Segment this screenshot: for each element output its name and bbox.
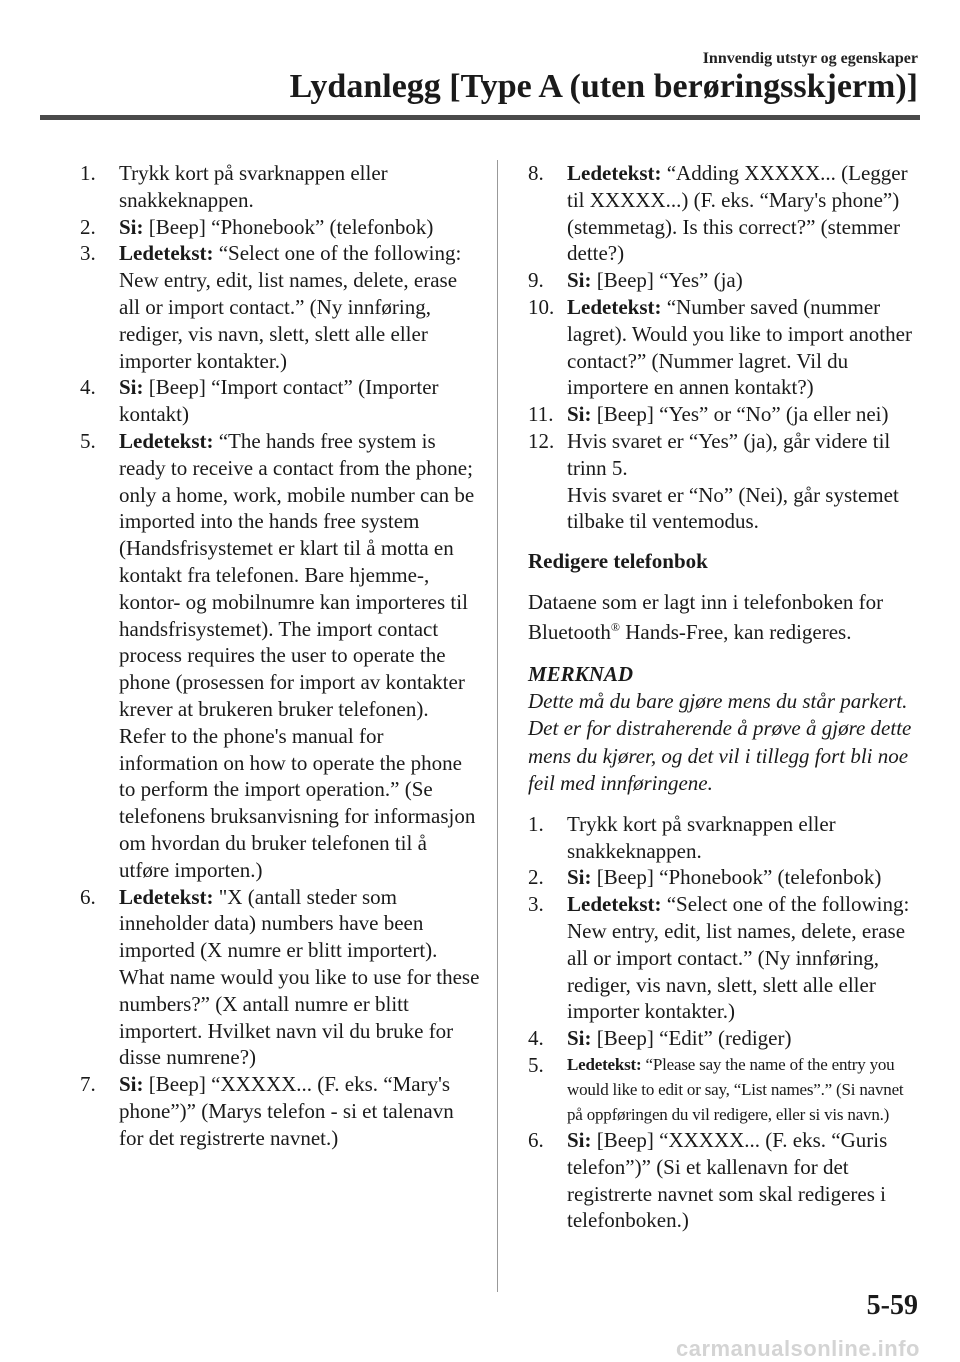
list-item — [80, 374, 480, 428]
column-divider — [497, 160, 498, 1292]
step-number: 2. — [528, 865, 544, 890]
step-body: “Please say the name of the entry you would like to edit or say, “List names”.” (Si navnet på oppføringen du vil redigere, eller si vis navn.) — [567, 1054, 904, 1124]
list-item — [80, 428, 480, 884]
intro-paragraph: Dataene som er lagt inn i telefonboken for Bluetooth® Hands-Free, kan redigeres. — [528, 589, 884, 644]
step-keyword: Si: — [119, 375, 144, 400]
note-label: MERKNAD — [528, 661, 634, 686]
step-body: [Beep] “XXXXX... (F. eks. “Guris telefon”)” (Si et kallenavn for det registrerte navnet som skal redigeres i telefonboken.) — [567, 1127, 888, 1233]
step-number: 6. — [528, 1127, 544, 1152]
step-number: 8. — [528, 161, 544, 185]
registered-mark: ® — [610, 619, 620, 634]
step-text — [567, 160, 920, 267]
step-body-continued: Hvis svaret er “No” (Nei), går systemet tilbake til ventemodus. — [567, 482, 899, 534]
step-keyword: Si: — [567, 268, 592, 293]
step-text — [567, 891, 920, 1025]
list-item — [528, 864, 920, 891]
list-item — [528, 160, 920, 267]
step-keyword: Ledetekst: — [567, 1054, 642, 1074]
step-number: 9. — [528, 268, 544, 293]
step-keyword: Ledetekst: — [567, 892, 662, 917]
step-number: 4. — [528, 1026, 544, 1051]
step-keyword: Si: — [567, 402, 592, 427]
list-item — [528, 401, 920, 428]
watermark: carmanualsonline.info — [676, 1336, 920, 1361]
step-keyword: Ledetekst: — [119, 428, 214, 453]
step-number: 2. — [80, 214, 96, 239]
step-text — [567, 1025, 920, 1052]
step-text — [567, 401, 920, 428]
steps-list-import-continued — [528, 160, 920, 535]
step-number: 4. — [80, 375, 96, 400]
step-text — [567, 1052, 920, 1127]
list-item — [528, 294, 920, 401]
step-number: 12. — [528, 428, 555, 453]
step-keyword: Si: — [119, 1072, 144, 1097]
step-text — [567, 811, 920, 865]
steps-list-edit — [528, 811, 920, 1234]
step-number: 1. — [528, 811, 544, 836]
list-item — [528, 891, 920, 1025]
step-body: “Number saved (nummer lagret). Would you like to import another contact?” (Nummer lagret. Vil du importere en annen kontakt?) — [567, 294, 912, 400]
step-text — [567, 864, 920, 891]
step-body: [Beep] “XXXXX... (F. eks. “Mary's phone”)” (Marys telefon - si et talenavn for det registrerte navnet.) — [119, 1072, 454, 1150]
step-body: "X (antall steder som inneholder data) numbers have been imported (X numre er blitt importert). What name would you like to use for these numbers?” (X antall numre er blitt importert. Hvilket navn vil du bruke for disse numrene?) — [119, 884, 480, 1070]
step-body: Trykk kort på svarknappen eller snakkeknappen. — [119, 161, 388, 212]
step-text — [119, 160, 480, 214]
subheading-edit-phonebook: Redigere telefonbok — [528, 549, 708, 574]
step-body: [Beep] “Phonebook” (telefonbok) — [596, 865, 882, 890]
chapter-title: Lydanlegg [Type A (uten berøringsskjerm)] — [289, 68, 918, 105]
step-text — [567, 1127, 920, 1234]
step-keyword: Ledetekst: — [119, 884, 214, 909]
right-column — [528, 160, 920, 1234]
list-item — [528, 1025, 920, 1052]
step-keyword: Ledetekst: — [567, 161, 662, 185]
step-body: Trykk kort på svarknappen eller snakkeknappen. — [567, 811, 836, 863]
list-item — [528, 428, 920, 535]
step-body: “The hands free system is ready to receive a contact from the phone; only a home, work, mobile number can be imported into the hands free system (Handsfrisystemet er klart til å motta en kontakt fra telefonen. Bare hjemme-, kontor- og mobilnumre kan importeres til handsfrisystemet). The import contact process requires the user to operate the phone (prosessen for import av kontakter krever at brukeren bruker telefonen). Refer to the phone's manual for information on how to operate the phone to perform the import operation.” (Se telefonens bruksanvisning for informasjon om hvordan du bruker telefonen til å utføre importen.) — [119, 428, 476, 882]
step-keyword: Ledetekst: — [567, 294, 662, 319]
step-text — [119, 1071, 480, 1151]
step-body: [Beep] “Edit” (rediger) — [596, 1026, 792, 1051]
step-number: 5. — [80, 428, 96, 453]
step-number: 6. — [80, 884, 96, 909]
step-keyword: Si: — [119, 214, 144, 239]
list-item — [80, 160, 480, 214]
step-keyword: Si: — [567, 1026, 592, 1051]
step-body: [Beep] “Phonebook” (telefonbok) — [148, 214, 434, 239]
section-label: Innvendig utstyr og egenskaper — [702, 50, 918, 67]
list-item — [528, 811, 920, 865]
step-number: 7. — [80, 1072, 96, 1097]
page-number: 5-59 — [866, 1290, 918, 1321]
list-item — [528, 1127, 920, 1234]
step-number: 5. — [528, 1052, 544, 1077]
step-text — [567, 267, 920, 294]
step-text — [119, 214, 480, 241]
step-text — [567, 294, 920, 401]
step-number: 10. — [528, 294, 555, 319]
list-item — [528, 267, 920, 294]
list-item — [528, 1052, 920, 1127]
step-body: [Beep] “Yes” or “No” (ja eller nei) — [596, 402, 889, 427]
list-item — [80, 214, 480, 241]
step-keyword: Ledetekst: — [119, 241, 214, 266]
step-body: “Adding XXXXX... (Legger til XXXXX...) (F. eks. “Mary's phone”) (stemmetag). Is this correct?” (stemmer dette?) — [567, 161, 908, 266]
left-column — [80, 160, 480, 1151]
step-keyword: Si: — [567, 865, 592, 890]
step-text — [119, 428, 480, 884]
note-text: Dette må du bare gjøre mens du står parkert. Det er for distraherende å prøve å gjøre dette mens du kjører, og det vil i tillegg fort bli noe feil med innføringene. — [528, 688, 912, 796]
step-text — [119, 240, 480, 374]
header-rule — [40, 115, 920, 120]
step-text — [119, 374, 480, 428]
step-body: “Select one of the following: New entry, edit, list names, delete, erase all or import contact.” (Ny innføring, rediger, vis navn, slett, slett alle eller importer kontakter.) — [567, 892, 910, 1024]
step-text — [119, 884, 480, 1072]
step-keyword: Si: — [567, 1127, 592, 1152]
list-item — [80, 240, 480, 374]
step-number: 3. — [80, 241, 96, 266]
list-item — [80, 1071, 480, 1151]
step-text — [567, 428, 920, 535]
step-number: 11. — [528, 402, 554, 427]
step-body: “Select one of the following: New entry, edit, list names, delete, erase all or import contact.” (Ny innføring, rediger, vis navn, slett, slett alle eller importer kontakter.) — [119, 241, 462, 373]
step-body: [Beep] “Import contact” (Importer kontakt) — [119, 375, 439, 427]
step-number: 3. — [528, 892, 544, 917]
step-number: 1. — [80, 161, 96, 185]
step-body: Hvis svaret er “Yes” (ja), går videre til trinn 5. — [567, 428, 891, 480]
step-body: [Beep] “Yes” (ja) — [596, 268, 743, 293]
list-item — [80, 884, 480, 1072]
steps-list-import — [80, 160, 480, 1151]
